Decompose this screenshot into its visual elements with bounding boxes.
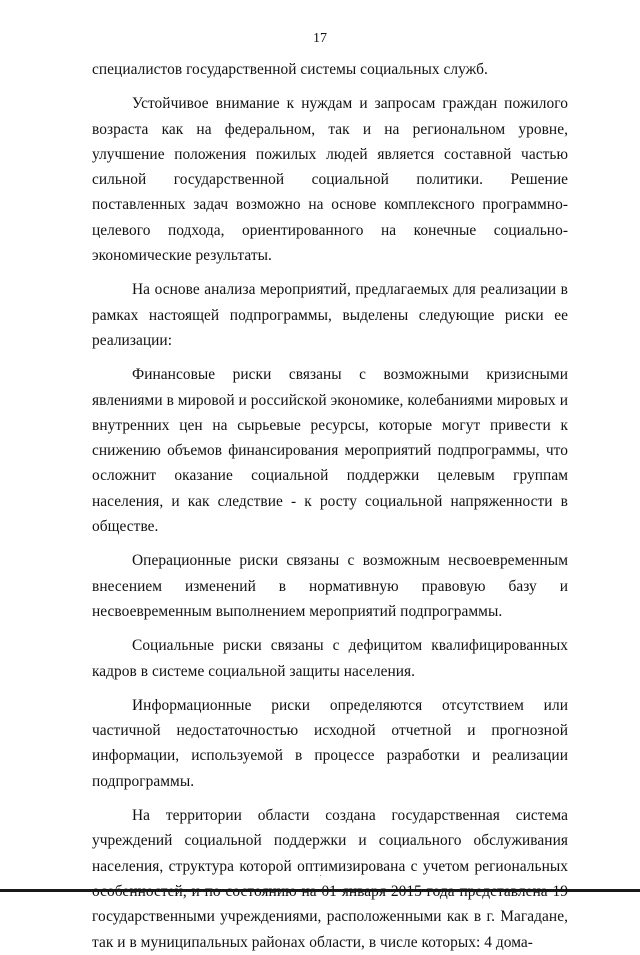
paragraph-risks-intro: На основе анализа мероприятий, предлагаемых для реализации в рамках настоящей подпрограммы, выделены следующие риски ее реализации: — [92, 281, 568, 349]
paragraph-financial-risks: Финансовые риски связаны с возможными кризисными явлениями в мировой и российской экономике, колебаниями мировых и внутренних цен на сырьевые ресурсы, которые могут привести к снижению объемов финансирования мероприятий подпрограммы, что осложнит оказание социальной поддержки целевым группам населения, и как следствие - к росту социальной напряженности в обществе. — [92, 366, 568, 536]
paragraph-information-risks: Информационные риски определяются отсутствием или частичной недостаточностью исходной отчетной и прогнозной информации, используемой в процессе разработки и реализации подпрограммы. — [92, 696, 568, 790]
page-number: 17 — [313, 31, 327, 46]
scan-speck — [320, 875, 321, 876]
paragraph-institutions: На территории области создана государственная система учреждений социальной поддержки и социального обслуживания населения, структура которой оптимизирована с учетом региональных государственными учреждениями, расположенными как в г. Магадане, так и в муниципальных районах области, в числе которых: 4 дома- — [92, 807, 568, 951]
document-body — [92, 57, 568, 955]
bottom-scan-rule — [0, 889, 640, 892]
paragraph-elderly-policy: Устойчивое внимание к нуждам и запросам граждан пожилого возраста как на федеральном, так и на региональном уровне, улучшение положения пожилых людей является составной частью сильной государственной социальной политики. Решение поставленных задач возможно на основе комплексного программно-целевого подхода, ориентированного на конечные социально-экономические результаты. — [92, 95, 568, 265]
paragraph-social-risks: Социальные риски связаны с дефицитом квалифицированных кадров в системе социальной защиты населения. — [92, 637, 568, 680]
paragraph-operational-risks: Операционные риски связаны с возможным несвоевременным внесением изменений в нормативную правовую базу и несвоевременным выполнением мероприятий подпрограммы. — [92, 552, 568, 620]
paragraph-continuation: специалистов государственной системы социальных служб. — [92, 61, 488, 78]
